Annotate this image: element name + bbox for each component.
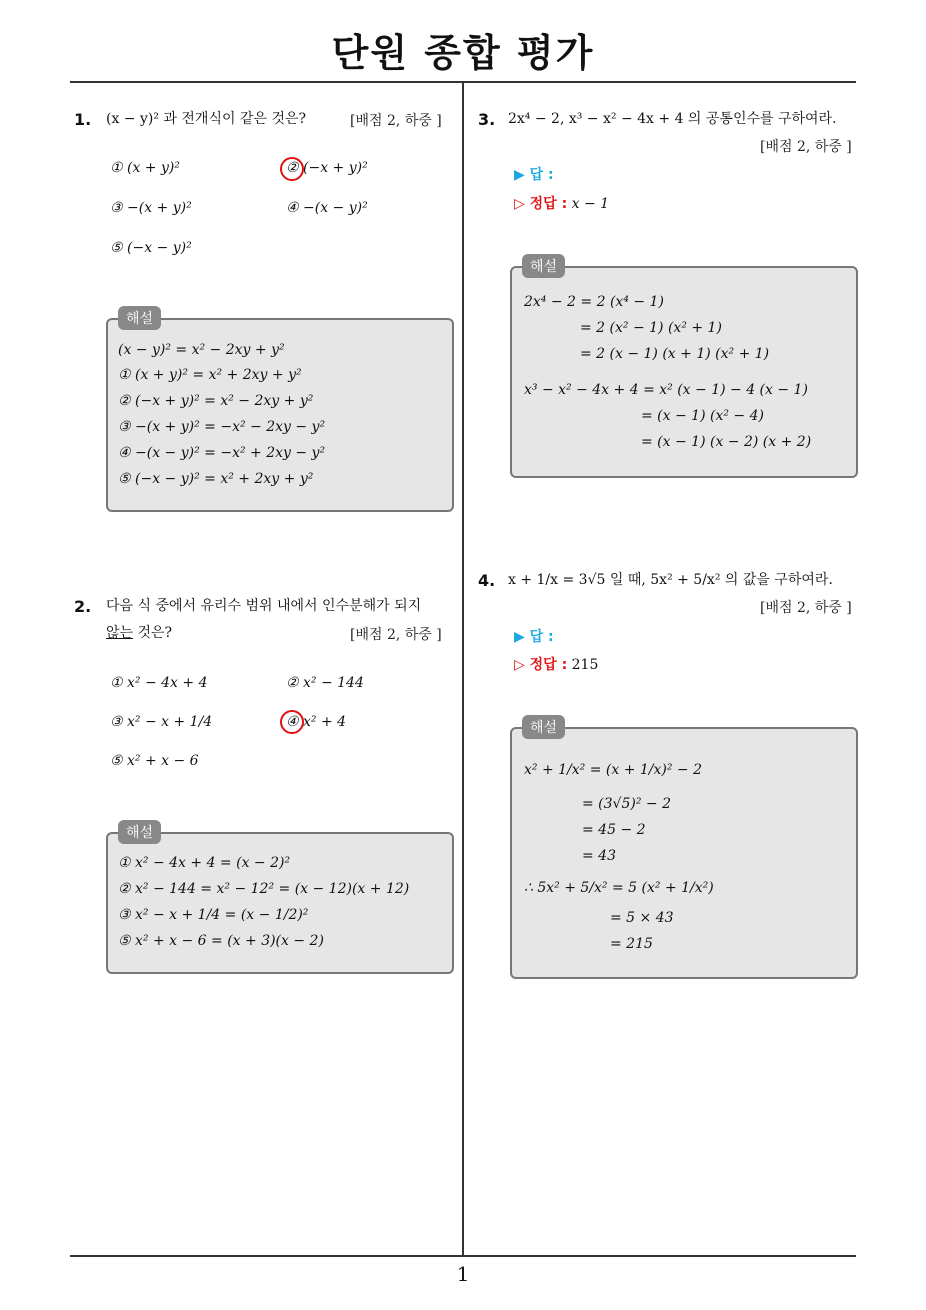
correct-answer: ▷ 정답 : x − 1 xyxy=(514,196,610,212)
solution-line: ② x² − 144 = x² − 12² = (x − 12)(x + 12) xyxy=(118,881,410,897)
question-text-line2: 않는 것은? xyxy=(106,625,173,641)
solution-line: x³ − x² − 4x + 4 = x² (x − 1) − 4 (x − 1) xyxy=(524,382,808,398)
solution-line: ② (−x + y)² = x² − 2xy + y² xyxy=(118,393,314,409)
emphasis-underline: 않는 xyxy=(106,625,134,641)
solution-line: x² + 1/x² = (x + 1/x)² − 2 xyxy=(524,762,703,778)
solution-line: ⑤ (−x − y)² = x² + 2xy + y² xyxy=(118,471,314,487)
solution-line: = (x − 1) (x² − 4) xyxy=(641,408,764,424)
bottom-rule xyxy=(70,1255,856,1257)
solution-line: = 2 (x² − 1) (x² + 1) xyxy=(580,320,722,336)
solution-box xyxy=(106,832,454,974)
question-text: 다음 식 중에서 유리수 범위 내에서 인수분해가 되지 xyxy=(106,598,422,614)
choice-4[interactable]: ④ −(x − y)² xyxy=(286,200,368,216)
choice-4[interactable]: ④ x² + 4 xyxy=(286,714,347,730)
page-title: 단원 종합 평가 xyxy=(331,31,595,75)
question-text: (x − y)² 과 전개식이 같은 것은? xyxy=(106,111,306,127)
solution-tag: 해설 xyxy=(118,820,161,844)
solution-line: = 45 − 2 xyxy=(582,822,646,838)
solution-line: = (x − 1) (x − 2) (x + 2) xyxy=(641,434,812,450)
choice-3[interactable]: ③ −(x + y)² xyxy=(110,200,192,216)
solution-line: (x − y)² = x² − 2xy + y² xyxy=(118,342,285,358)
question-number: 3. xyxy=(478,110,496,129)
solution-line: = 5 × 43 xyxy=(610,910,674,926)
correct-answer: ▷ 정답 : 215 xyxy=(514,657,599,673)
choice-5[interactable]: ⑤ (−x − y)² xyxy=(110,240,192,256)
solution-tag: 해설 xyxy=(522,715,565,739)
solution-line: ④ −(x − y)² = −x² + 2xy − y² xyxy=(118,445,326,461)
page-number: 1 xyxy=(456,1262,470,1286)
choice-2[interactable]: ② x² − 144 xyxy=(286,675,364,691)
answer-input-label[interactable]: ▶ 답 : xyxy=(514,629,554,645)
question-number: 4. xyxy=(478,571,496,590)
question-number: 1. xyxy=(74,110,92,129)
question-number: 2. xyxy=(74,597,92,616)
solution-line: ① (x + y)² = x² + 2xy + y² xyxy=(118,367,302,383)
question-points: [배점 2, 하중 ] xyxy=(760,139,852,155)
solution-line: ③ −(x + y)² = −x² − 2xy − y² xyxy=(118,419,326,435)
choice-2[interactable]: ② (−x + y)² xyxy=(286,160,368,176)
answer-input-label[interactable]: ▶ 답 : xyxy=(514,167,554,183)
solution-line: ③ x² − x + 1/4 = (x − 1/2)² xyxy=(118,907,309,923)
solution-line: = 43 xyxy=(582,848,616,864)
solution-tag: 해설 xyxy=(118,306,161,330)
question-text: x + 1/x = 3√5 일 때, 5x² + 5/x² 의 값을 구하여라. xyxy=(508,572,833,588)
question-points: [배점 2, 하중 ] xyxy=(350,627,442,643)
question-text: 2x⁴ − 2, x³ − x² − 4x + 4 의 공통인수를 구하여라. xyxy=(508,111,837,127)
choice-1[interactable]: ① x² − 4x + 4 xyxy=(110,675,208,691)
solution-line: 2x⁴ − 2 = 2 (x⁴ − 1) xyxy=(524,294,664,310)
solution-line: = (3√5)² − 2 xyxy=(582,796,671,812)
solution-line: = 215 xyxy=(610,936,653,952)
choice-5[interactable]: ⑤ x² + x − 6 xyxy=(110,753,199,769)
question-points: [배점 2, 하중 ] xyxy=(350,113,442,129)
column-divider xyxy=(462,83,464,1256)
question-points: [배점 2, 하중 ] xyxy=(760,600,852,616)
solution-line: ① x² − 4x + 4 = (x − 2)² xyxy=(118,855,291,871)
solution-tag: 해설 xyxy=(522,254,565,278)
choice-3[interactable]: ③ x² − x + 1/4 xyxy=(110,714,213,730)
choice-1[interactable]: ① (x + y)² xyxy=(110,160,180,176)
solution-line: ⑤ x² + x − 6 = (x + 3)(x − 2) xyxy=(118,933,324,949)
solution-line: = 2 (x − 1) (x + 1) (x² + 1) xyxy=(580,346,770,362)
solution-line: ∴ 5x² + 5/x² = 5 (x² + 1/x²) xyxy=(524,880,714,896)
